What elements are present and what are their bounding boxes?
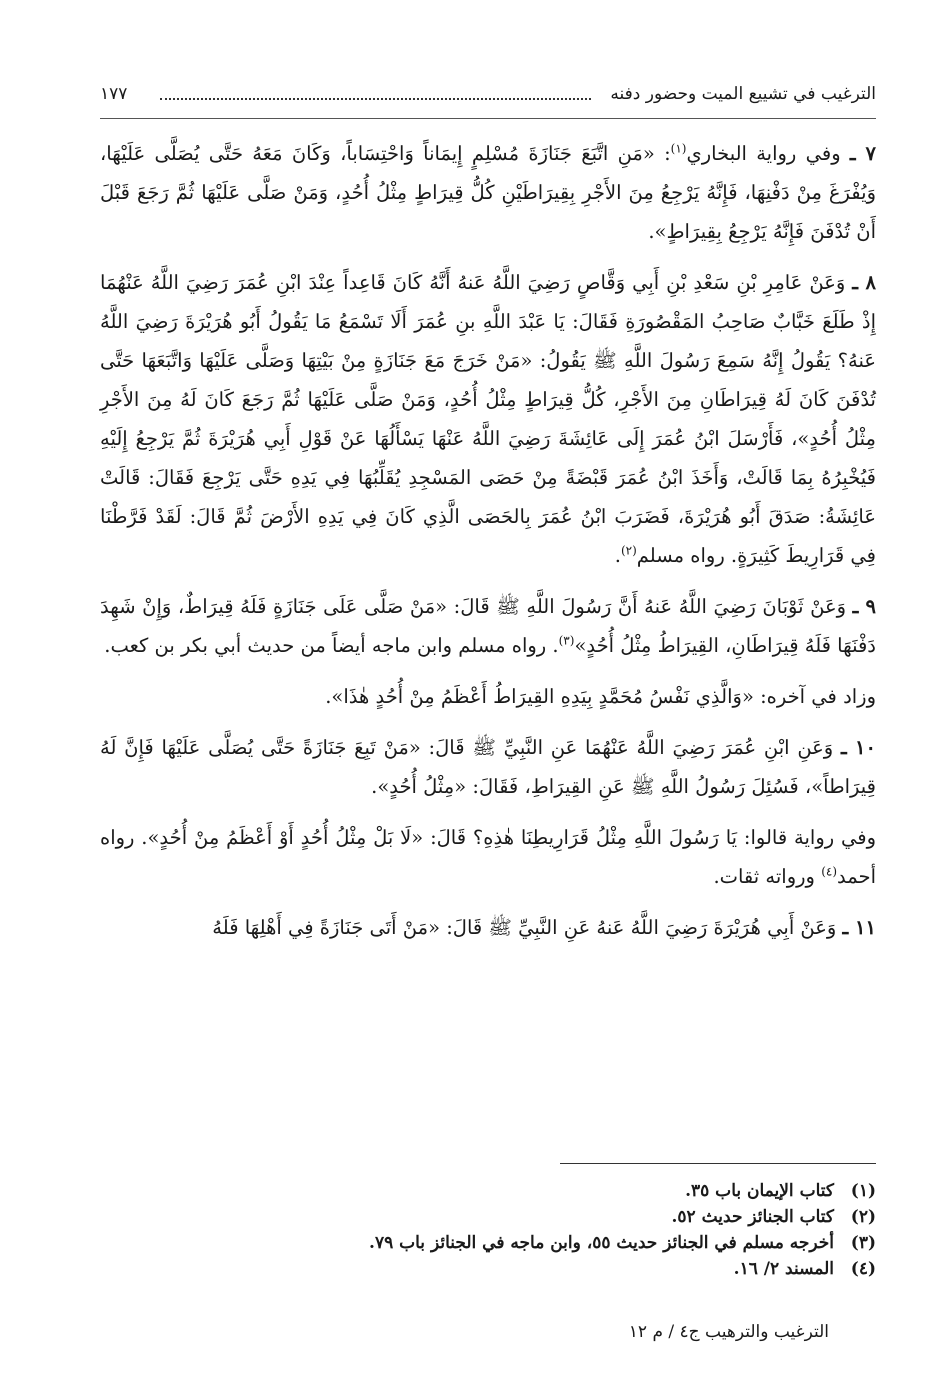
hadith-number: ٨ ـ (852, 271, 876, 294)
hadith-text-cont: ورواته ثقات. (713, 865, 822, 888)
hadith-number: ٩ ـ (852, 595, 876, 618)
footnote-text: المسند ٢/ ١٦. (733, 1259, 834, 1279)
footnote-number: (١) (850, 1181, 876, 1201)
page-number: ١٧٧ (100, 84, 128, 104)
hadith-text: وَعَنِ ابْنِ عُمَرَ رَضِيَ اللَّهُ عَنْهُمَا عَنِ النَّبِيِّ ﷺ قَالَ: «مَنْ تَبِعَ جَنَازَةً حَتَّى يُصَلَّى عَلَيْهَا فَإِنَّ لَهُ قِيرَاطاً»، فَسُئِلَ رَسُولُ اللَّهِ ﷺ عَنِ القِيرَاطِ، فَقَالَ: «مِثْلُ أُحُدٍ». (100, 736, 876, 798)
page-body (100, 134, 876, 959)
footnote-ref: (٢) (620, 543, 637, 558)
hadith-paragraph (100, 818, 876, 896)
hadith-text: وفي رواية البخاري (686, 142, 841, 165)
hadith-text: وفي رواية قالوا: يَا رَسُولَ اللَّهِ مِثْلُ قَرَارِيطِنَا هٰذِهِ؟ قَالَ: «لَا بَلْ مِثْلُ أُحُدٍ أَوْ أَعْظَمُ مِنْ أُحُدٍ». رواه أحمد (100, 826, 876, 888)
footnote-text: كتاب الإيمان باب ٣٥. (685, 1181, 834, 1201)
footnote-item (100, 1178, 876, 1204)
footnote-ref: (٤) (821, 864, 838, 879)
hadith-paragraph (100, 908, 876, 947)
hadith-paragraph (100, 134, 876, 251)
footnote-item (100, 1256, 876, 1282)
header-title: الترغيب في تشييع الميت وحضور دفنه (610, 84, 876, 104)
hadith-text: وَعَنْ أَبِي هُرَيْرَةَ رَضِيَ اللَّهُ عَنهُ عَنِ النَّبِيِّ ﷺ قَالَ: «مَنْ أَتَى جَنَازَةً فِي أَهْلِهَا فَلَهُ (212, 916, 837, 939)
hadith-paragraph (100, 263, 876, 575)
hadith-number: ٧ ـ (849, 142, 876, 165)
footnote-ref: (١) (670, 141, 687, 156)
footnote-text: كتاب الجنائز حديث ٥٢. (671, 1207, 834, 1227)
footnotes (100, 1178, 876, 1282)
hadith-paragraph (100, 677, 876, 716)
header-rule (100, 118, 876, 119)
footnote-number: (٢) (850, 1207, 876, 1227)
footnote-rule (560, 1163, 876, 1164)
footnote-item (100, 1230, 876, 1256)
footnote-number: (٣) (850, 1233, 876, 1253)
header-dot-leader (160, 92, 591, 100)
footnote-text: أخرجه مسلم في الجنائز حديث ٥٥، وابن ماجه في الجنائز باب ٧٩. (369, 1233, 834, 1253)
hadith-number: ١٠ ـ (840, 736, 876, 759)
hadith-number: ١١ ـ (842, 916, 876, 939)
hadith-text-cont: . رواه مسلم وابن ماجه أيضاً من حديث أبي بكر بن كعب. (104, 634, 559, 657)
footnote-item (100, 1204, 876, 1230)
footnote-number: (٤) (850, 1259, 876, 1279)
hadith-text: وزاد في آخره: «وَالَّذِي نَفْسُ مُحَمَّدٍ بِيَدِهِ القِيرَاطُ أَعْظَمُ مِنْ أُحُدٍ هٰذَا». (325, 685, 876, 708)
running-header (100, 82, 876, 112)
hadith-text-cont: . (614, 544, 621, 567)
hadith-text-cont: : «مَنِ اتَّبَعَ جَنَازَةَ مُسْلِمٍ إِيمَاناً وَاحْتِسَاباً، وَكَانَ مَعَهُ حَتَّى يُصَلَّى عَلَيْهَا، وَيُفْرَغَ مِنْ دَفْنِهَا، فَإِنَّهُ يَرْجِعُ مِنَ الأَجْرِ بِقِيرَاطَيْنِ كُلُّ قِيرَاطٍ مِثْلُ أُحُدٍ، وَمَنْ صَلَّى عَلَيْهَا ثُمَّ رَجَعَ قَبْلَ أَنْ تُدْفَنَ فَإِنَّهُ يَرْجِعُ بِقِيرَاطٍ». (100, 142, 876, 243)
footnote-ref: (٣) (558, 633, 575, 648)
hadith-paragraph (100, 728, 876, 806)
hadith-text: وَعَنْ ثَوْبَانَ رَضِيَ اللَّهُ عَنهُ أَنَّ رَسُولَ اللَّهِ ﷺ قَالَ: «مَنْ صَلَّى عَلَى جَنَازَةٍ فَلَهُ قِيرَاطٌ، وَإِنْ شَهِدَ دَفْنَهَا فَلَهُ قِيرَاطَانِ، القِيرَاطُ مِثْلُ أُحُدٍ» (100, 595, 876, 657)
hadith-paragraph (100, 587, 876, 665)
hadith-text: وَعَنْ عَامِرِ بْنِ سَعْدِ بْنِ أَبِي وَقَّاصٍ رَضِيَ اللَّهُ عَنهُ أَنَّهُ كَانَ قَاعِداً عِنْدَ ابْنِ عُمَرَ رَضِيَ اللَّهُ عَنْهُمَا إِذْ طَلَعَ خَبَّابٌ صَاحِبُ المَقْصُورَةِ فَقَالَ: يَا عَبْدَ اللَّهِ بنِ عُمَرَ أَلَا تَسْمَعُ مَا يَقُولُ أَبُو هُرَيْرَةَ رَضِيَ اللَّهُ عَنهُ؟ يَقُولُ إِنَّهُ سَمِعَ رَسُولَ اللَّهِ ﷺ يَقُولُ: «مَنْ خَرَجَ مَعَ جَنَازَةٍ مِنْ بَيْتِهَا وَصَلَّى عَلَيْهَا وَاتَّبَعَهَا حَتَّى تُدْفَنَ كَانَ لَهُ قِيرَاطَانِ مِنَ الأَجْرِ، كُلُّ قِيرَاطٍ مِثْلُ أُحُدٍ، وَمَنْ صَلَّى عَلَيْهَا ثُمَّ رَجَعَ كَانَ لَهُ مِنَ الأَجْرِ مِثْلُ أُحُدٍ»، فَأَرْسَلَ ابْنُ عُمَرَ إِلَى عَائِشَةَ رَضِيَ اللَّهُ عَنْهَا يَسْأَلُهَا عَنْ قَوْلِ أَبِي هُرَيْرَةَ ثُمَّ يَرْجِعُ إِلَيْهِ فَيُخْبِرُهُ بِمَا قَالَتْ، وَأَخَذَ ابْنُ عُمَرَ قَبْضَةً مِنْ حَصَى المَسْجِدِ يُقَلِّبُهَا فِي يَدِهِ حَتَّى يَرْجِعَ فَقَالَ: قَالَتْ عَائِشَةُ: صَدَقَ أَبُو هُرَيْرَةَ، فَضَرَبَ ابْنُ عُمَرَ بِالحَصَى الَّذِي كَانَ فِي يَدِهِ الأَرْضَ ثُمَّ قَالَ: لَقَدْ فَرَّطْنَا فِي قَرَارِيطَ كَثِيرَةٍ. رواه مسلم (100, 271, 876, 567)
book-signature: الترغيب والترهيب ج٤ / م ١٢ (628, 1322, 829, 1342)
